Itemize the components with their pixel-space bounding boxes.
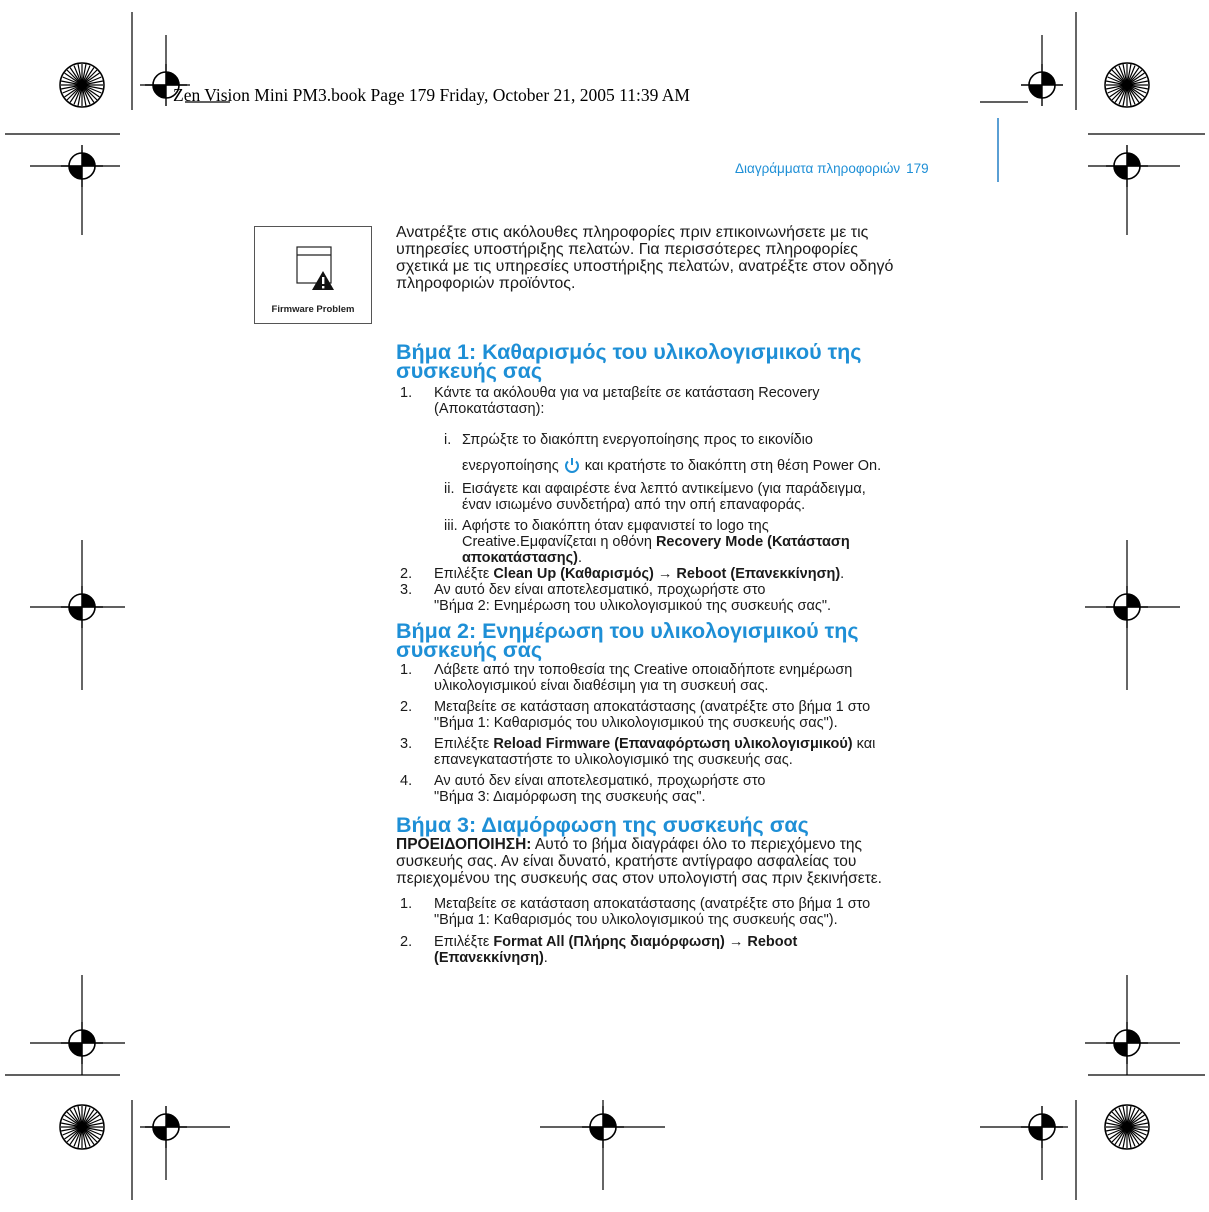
bold-span: Reboot (Επανεκκίνηση) [676,566,841,582]
text-span: Επιλέξτε [434,736,494,752]
step1-heading-line: συσκευής σας [396,359,543,383]
text-line: Αν αυτό δεν είναι αποτελεσματικό, προχωρήστε στο [434,582,766,598]
text-span: και κρατήστε το διακόπτη στη θέση Power On. [584,458,882,474]
step2-item1-num: 1. [400,662,413,678]
text-line: περιεχομένου της συσκευής σας στον υπολογιστή σας πριν ξεκινήσετε. [396,870,882,887]
text-line [434,736,875,752]
text-line: (Αποκατάσταση): [434,401,545,417]
text-line: Αφήστε το διακόπτη όταν εμφανιστεί το logo της [462,518,769,534]
step3-item2-num: 2. [400,934,413,950]
bold-span: Format All (Πλήρης διαμόρφωση) [493,934,725,950]
running-header-rule [997,118,999,182]
text-span: . [578,550,583,566]
text-line: Μεταβείτε σε κατάσταση αποκατάστασης (ανατρέξτε στο βήμα 1 στο [434,699,871,715]
text-line [434,950,797,966]
step2-item1-text [434,662,852,694]
step1-item3-num: 3. [400,582,413,598]
step2-item2-num: 2. [400,699,413,715]
step2-item4-num: 4. [400,773,413,789]
text-line [396,836,996,853]
bold-span: Reload Firmware (Επαναφόρτωση υλικολογισμικού) [493,736,853,752]
step2-item4-text [434,773,765,805]
step1-heading [396,340,996,383]
text-line: Εισάγετε και αφαιρέστε ένα λεπτό αντικείμενο (για παράδειγμα, [462,481,866,497]
text-span: Creative.Εμφανίζεται η οθόνη [462,534,656,550]
firmware-problem-box [254,226,372,324]
text-line: "Βήμα 1: Καθαρισμός του υλικολογισμικού της συσκευής σας"). [434,715,838,731]
text-line: Μεταβείτε σε κατάσταση αποκατάστασης (ανατρέξτε στο βήμα 1 στο [434,896,871,912]
step1-item3-text [434,582,831,614]
text-span: Αυτό το βήμα διαγράφει όλο το περιεχόμενο της [531,836,863,853]
sub-i-line2 [462,457,881,474]
step2-heading-line: συσκευής σας [396,638,543,662]
step2-heading-line: Βήμα 2: Ενημέρωση του υλικολογισμικού της [396,619,859,643]
step1-item2-text [434,566,844,582]
text-line: επανεγκαταστήστε το υλικολογισμικό της συσκευής σας. [434,752,793,768]
step2-item3-text [434,736,875,768]
firmware-problem-label: Firmware Problem [271,304,355,315]
arrow-span: → [653,566,677,582]
running-header [735,161,929,176]
step3-item1-text [434,896,870,928]
step3-item1-num: 1. [400,896,413,912]
text-line: υλικολογισμικού είναι διαθέσιμη για τη συσκευή σας. [434,678,769,694]
text-line: συσκευής σας. Αν είναι δυνατό, κρατήστε αντίγραφο ασφαλείας του [396,853,857,870]
intro-paragraph [396,224,996,292]
text-line: "Βήμα 2: Ενημέρωση του υλικολογισμικού της συσκευής σας". [434,598,832,614]
text-line [434,934,797,950]
text-line: "Βήμα 3: Διαμόρφωση της συσκευής σας". [434,789,706,805]
text-line: έναν ισιωμένο συνδετήρα) από την οπή επαναφοράς. [462,497,806,513]
intro-line: σχετικά με τις υπηρεσίες υποστήριξης πελατών, ανατρέξτε στον οδηγό [396,258,894,275]
step2-heading [396,619,996,662]
power-icon [563,457,581,473]
text-line: "Βήμα 1: Καθαρισμός του υλικολογισμικού της συσκευής σας"). [434,912,838,928]
step3-item2-text [434,934,797,966]
sub-iii-text [462,518,850,566]
step1-item1-num: 1. [400,385,413,401]
text-line: Αν αυτό δεν είναι αποτελεσματικό, προχωρήστε στο [434,773,766,789]
step3-warning [396,836,996,887]
bold-span: Clean Up (Καθαρισμός) [493,566,654,582]
sub-iii-num: iii. [444,518,458,534]
step1-item2-num: 2. [400,566,413,582]
text-span: και [852,736,876,752]
text-line: Λάβετε από την τοποθεσία της Creative οποιαδήποτε ενημέρωση [434,662,853,678]
book-header: Zen Vision Mini PM3.book Page 179 Friday, October 21, 2005 11:39 AM [173,85,690,105]
sub-ii-text [462,481,866,513]
bold-span: Recovery Mode (Κατάσταση [655,534,850,550]
intro-line: πληροφοριών προϊόντος. [396,275,576,292]
intro-line: υπηρεσίες υποστήριξης πελατών. Για περισσότερες πληροφορίες [396,241,858,258]
sub-i-line1: Σπρώξτε το διακόπτη ενεργοποίησης προς το εικονίδιο [462,432,813,448]
text-line: Κάντε τα ακόλουθα για να μεταβείτε σε κατάσταση Recovery [434,385,820,401]
step2-item3-num: 3. [400,736,413,752]
arrow-span: → [724,934,748,950]
text-span: ενεργοποίησης [462,458,559,474]
bold-span: Reboot [747,934,798,950]
step3-heading: Βήμα 3: Διαμόρφωση της συσκευής σας [396,813,809,837]
intro-line: Ανατρέξτε στις ακόλουθες πληροφορίες πριν επικοινωνήσετε με τις [396,224,869,241]
bold-span: αποκατάστασης) [462,550,579,566]
step1-heading-line: Βήμα 1: Καθαρισμός του υλικολογισμικού της [396,340,862,364]
warning-label: ΠΡΟΕΙΔΟΠΟΙΗΣΗ: [396,836,532,853]
text-span: . [840,566,845,582]
text-span: Επιλέξτε [434,566,494,582]
page-number: 179 [906,161,929,176]
text-span: . [543,950,548,966]
bold-span: (Επανεκκίνηση) [434,950,544,966]
step2-item2-text [434,699,870,731]
sub-ii-num: ii. [444,481,455,497]
text-line [462,534,850,550]
running-header-title: Διαγράμματα πληροφοριών [735,161,901,176]
step1-item1-text [434,385,819,417]
text-line [462,550,850,566]
text-span: Επιλέξτε [434,934,494,950]
sub-i-num: i. [444,432,452,448]
